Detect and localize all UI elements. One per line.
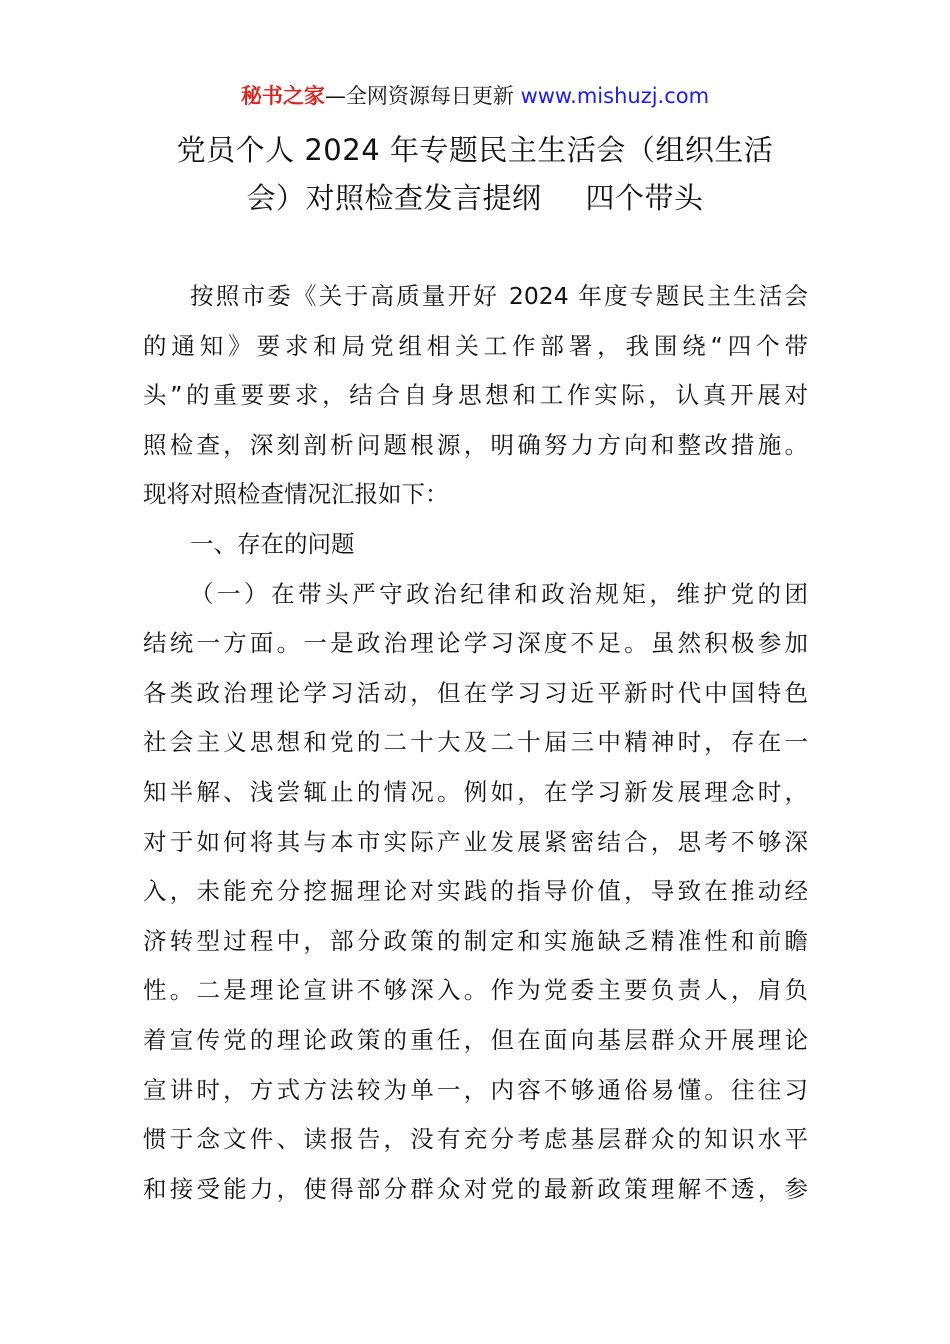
body-line: 的通知》要求和局党组相关工作部署，我围绕“四个带 — [143, 331, 808, 360]
body-line: 惯于念文件、读报告，没有充分考虑基层群众的知识水平 — [143, 1125, 808, 1154]
header-tagline: —全网资源每日更新 — [324, 84, 521, 108]
body-line: 结统一方面。一是政治理论学习深度不足。虽然积极参加 — [143, 629, 808, 658]
title-line-2-main: 会）对照检查发言提纲 — [246, 181, 542, 215]
body-line: 按照市委《关于高质量开好 2024 年度专题民主生活会 — [190, 282, 808, 310]
section-heading: 一、存在的问题 — [190, 529, 355, 558]
body-line: 社会主义思想和党的二十大及二十届三中精神时，存在一 — [143, 728, 808, 757]
brand-name: 秘书之家 — [240, 84, 325, 108]
site-url-link[interactable]: www.mishuzj.com — [520, 84, 710, 108]
body-line: 着宣传党的理论政策的重任，但在面向基层群众开展理论 — [143, 1025, 808, 1054]
body-line: 对于如何将其与本市实际产业发展紧密结合，思考不够深 — [143, 827, 808, 856]
title-line-2-suffix: 四个带头 — [585, 181, 704, 215]
body-line: 和接受能力，使得部分群众对党的最新政策理解不透，参 — [143, 1174, 808, 1203]
document-title — [140, 126, 810, 222]
body-line: 头”的重要要求，结合自身思想和工作实际，认真开展对 — [143, 381, 808, 410]
title-line-2 — [140, 174, 810, 222]
body-line: 各类政治理论学习活动，但在学习习近平新时代中国特色 — [143, 678, 808, 707]
body-line: 济转型过程中，部分政策的制定和实施缺乏精准性和前瞻 — [143, 926, 808, 955]
body-line: 入，未能充分挖掘理论对实践的指导价值，导致在推动经 — [143, 877, 808, 906]
document-body — [143, 272, 808, 1214]
body-line: 照检查，深刻剖析问题根源，明确努力方向和整改措施。 — [143, 430, 808, 459]
body-line: 知半解、浅尝辄止的情况。例如，在学习新发展理念时， — [143, 777, 808, 806]
body-line: 宣讲时，方式方法较为单一，内容不够通俗易懂。往往习 — [143, 1075, 808, 1104]
site-header — [0, 80, 950, 112]
title-line-1: 党员个人 2024 年专题民主生活会（组织生活 — [176, 133, 774, 167]
body-line: 性。二是理论宣讲不够深入。作为党委主要负责人，肩负 — [143, 976, 808, 1005]
body-line: 现将对照检查情况汇报如下： — [143, 480, 449, 509]
body-line: （一）在带头严守政治纪律和政治规矩，维护党的团 — [190, 579, 808, 608]
